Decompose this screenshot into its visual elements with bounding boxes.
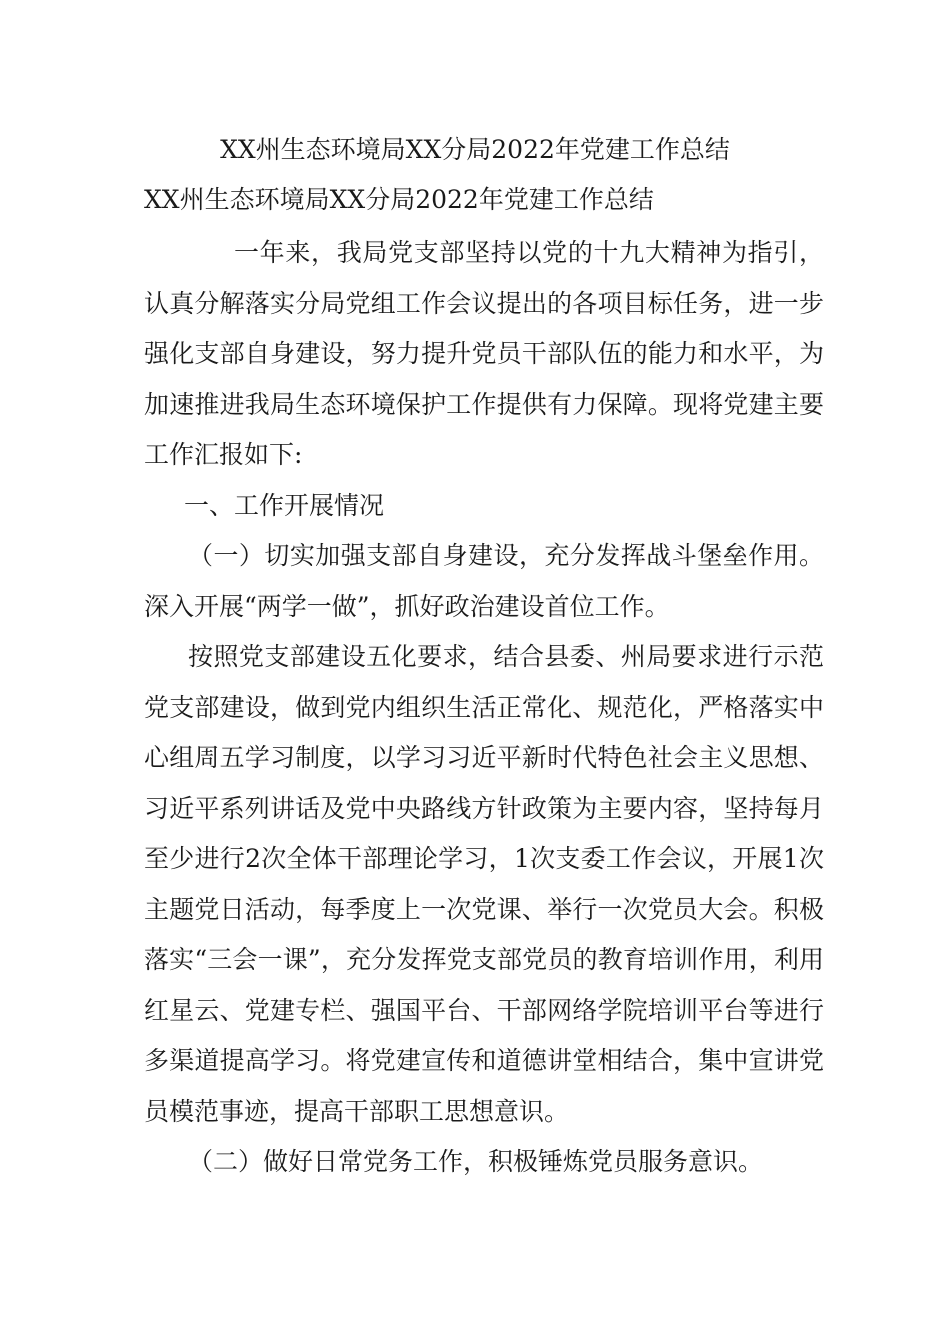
document-body xyxy=(144,228,824,1188)
subsection-heading-1: （一）切实加强支部自身建设，充分发挥战斗堡垒作用。深入开展“两学一做”，抓好政治建设首位工作。 xyxy=(144,541,824,621)
document-title-left: XX州生态环境局XX分局2022年党建工作总结 xyxy=(144,185,654,214)
intro-paragraph: 一年来，我局党支部坚持以党的十九大精神为指引，认真分解落实分局党组工作会议提出的各项目标任务，进一步强化支部自身建设，努力提升党员干部队伍的能力和水平，为加速推进我局生态环境保护工作提供有力保障。现将党建主要工作汇报如下: xyxy=(144,238,824,469)
subsection-heading-2: （二）做好日常党务工作，积极锤炼党员服务意识。 xyxy=(188,1147,764,1176)
body-paragraph: 按照党支部建设五化要求，结合县委、州局要求进行示范党支部建设，做到党内组织生活正常化、规范化，严格落实中心组周五学习制度，以学习习近平新时代特色社会主义思想、习近平系列讲话及党中央路线方针政策为主要内容，坚持每月至少进行2次全体干部理论学习，1次支委工作会议，开展1次主题党日活动，每季度上一次党课、举行一次党员大会。积极落实“三会一课”，充分发挥党支部党员的教育培训作用，利用红星云、党建专栏、强国平台、干部网络学院培训平台等进行多渠道提高学习。将党建宣传和道德讲堂相结合，集中宣讲党员模范事迹，提高干部职工思想意识。 xyxy=(144,642,824,1126)
document-title-centered: XX州生态环境局XX分局2022年党建工作总结 xyxy=(220,135,730,164)
section-heading-1: 一、工作开展情况 xyxy=(184,490,385,520)
